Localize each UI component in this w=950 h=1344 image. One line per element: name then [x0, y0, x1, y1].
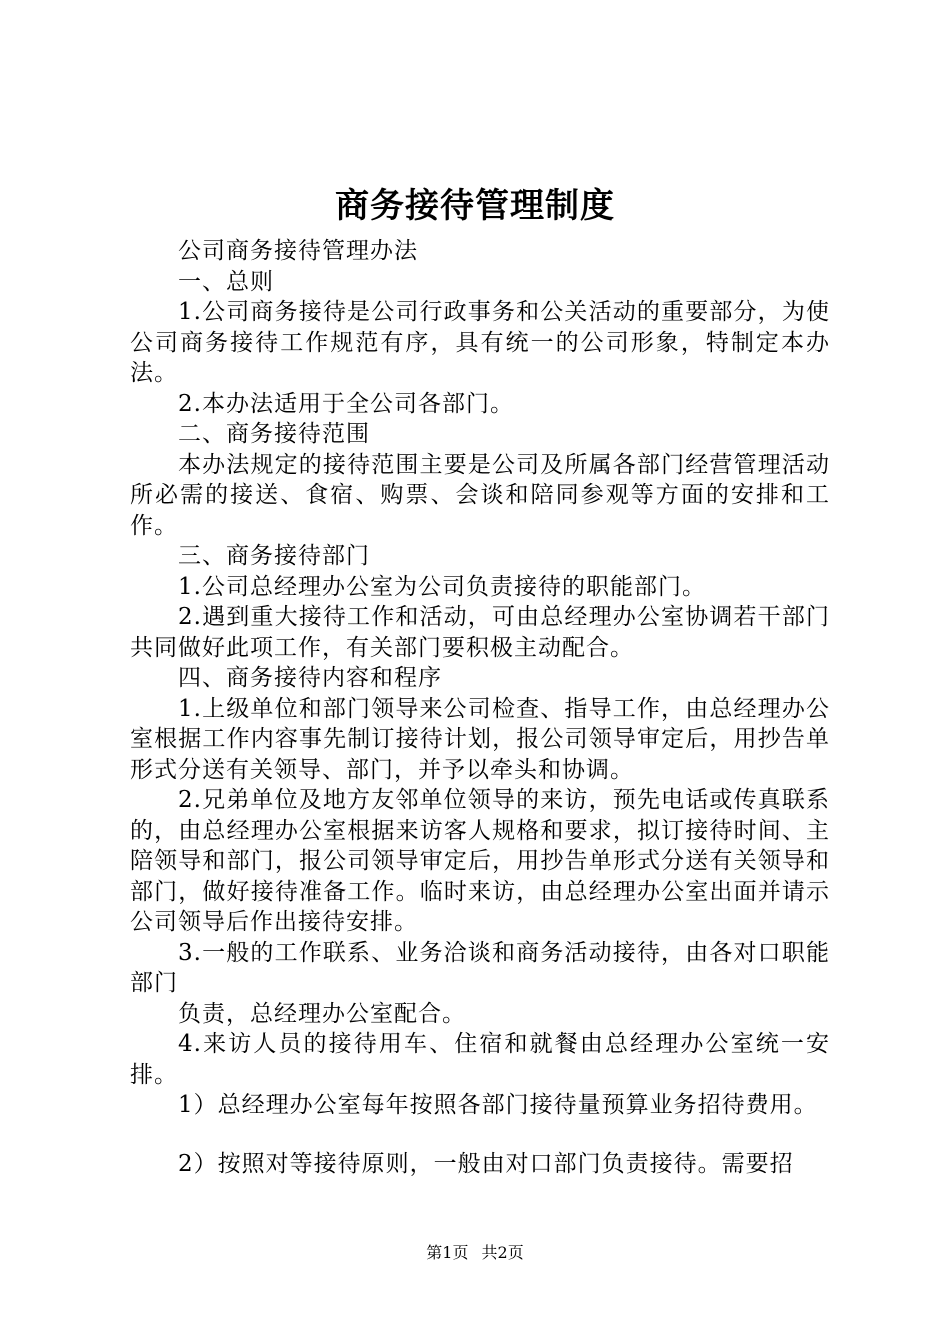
paragraph: 1.上级单位和部门领导来公司检查、指导工作，由总经理办公室根据工作内容事先制订接待计划，报公司领导审定后，用抄告单形式分送有关领导、部门，并予以牵头和协调。: [130, 695, 830, 783]
paragraph: 公司商务接待管理办法: [178, 238, 418, 264]
section-heading: 一、总则: [178, 268, 274, 295]
paragraph: 负责，总经理办公室配合。: [178, 1000, 466, 1027]
section-heading: 二、商务接待范围: [178, 421, 370, 447]
paragraph: 4.来访人员的接待用车、住宿和就餐由总经理办公室统一安排。: [130, 1031, 830, 1088]
page-total: 共2页: [481, 1243, 524, 1262]
paragraph: 1）总经理办公室每年按照各部门接待量预算业务招待费用。: [178, 1092, 818, 1118]
section-heading: 三、商务接待部门: [178, 543, 370, 569]
paragraph: 3.一般的工作联系、业务洽谈和商务活动接待，由各对口职能部门: [130, 939, 830, 996]
page-footer: [0, 1242, 950, 1264]
paragraph: 2.兄弟单位及地方友邻单位领导的来访，预先电话或传真联系的，由总经理办公室根据来访客人规格和要求，拟订接待时间、主陪领导和部门，报公司领导审定后，用抄告单形式分送有关领导和部门，做好接待准备工作。临时来访，由总经理办公室出面并请示公司领导后作出接待安排。: [130, 787, 830, 935]
paragraph: 1.公司商务接待是公司行政事务和公关活动的重要部分，为使公司商务接待工作规范有序，具有统一的公司形象，特制定本办法。: [130, 299, 830, 386]
paragraph: 1.公司总经理办公室为公司负责接待的职能部门。: [178, 573, 706, 600]
paragraph: 2.遇到重大接待工作和活动，可由总经理办公室协调若干部门共同做好此项工作，有关部门要积极主动配合。: [130, 604, 830, 661]
section-heading: 四、商务接待内容和程序: [178, 665, 442, 691]
paragraph: 本办法规定的接待范围主要是公司及所属各部门经营管理活动所必需的接送、食宿、购票、会谈和陪同参观等方面的安排和工作。: [130, 451, 830, 539]
paragraph: 2）按照对等接待原则，一般由对口部门负责接待。需要招: [178, 1150, 794, 1177]
document-body: [130, 236, 830, 1179]
document-title: 商务接待管理制度: [335, 186, 615, 226]
paragraph: 2.本办法适用于全公司各部门。: [178, 390, 514, 417]
page-number: 第1页: [426, 1243, 469, 1262]
